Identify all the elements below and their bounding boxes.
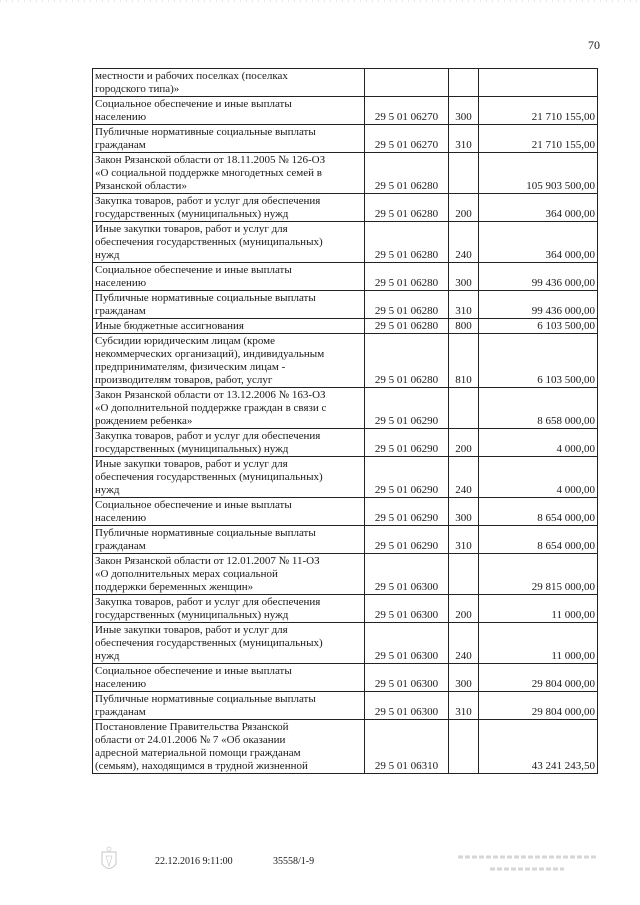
row-amount: 21 710 155,00 — [479, 97, 598, 125]
row-description: Закупка товаров, работ и услуг для обеспечения государственных (муниципальных) нужд — [93, 194, 365, 222]
page-number: 70 — [588, 38, 600, 52]
row-code: 29 5 01 06270 — [365, 97, 449, 125]
row-description: Публичные нормативные социальные выплаты гражданам — [93, 291, 365, 319]
row-code: 29 5 01 06280 — [365, 194, 449, 222]
row-description: Закон Рязанской области от 18.11.2005 № 126-ОЗ «О социальной поддержке многодетных семей в Рязанской области» — [93, 153, 365, 194]
row-description: Иные закупки товаров, работ и услуг для обеспечения государственных (муниципальных) нужд — [93, 222, 365, 263]
row-code: 29 5 01 06270 — [365, 125, 449, 153]
row-code: 29 5 01 06290 — [365, 429, 449, 457]
coat-of-arms-icon — [98, 846, 120, 876]
row-amount — [479, 69, 598, 97]
row-type: 200 — [449, 429, 479, 457]
row-description: Иные закупки товаров, работ и услуг для обеспечения государственных (муниципальных) нужд — [93, 457, 365, 498]
row-code: 29 5 01 06280 — [365, 153, 449, 194]
table-row — [93, 125, 598, 153]
row-description: Закон Рязанской области от 12.01.2007 № 11-ОЗ «О дополнительных мерах социальной поддержки беременных женщин» — [93, 554, 365, 595]
row-amount: 43 241 243,50 — [479, 720, 598, 774]
row-amount: 364 000,00 — [479, 194, 598, 222]
table-row — [93, 692, 598, 720]
row-type: 300 — [449, 498, 479, 526]
table-row — [93, 554, 598, 595]
row-description: Закупка товаров, работ и услуг для обеспечения государственных (муниципальных) нужд — [93, 429, 365, 457]
row-type: 310 — [449, 291, 479, 319]
row-amount: 8 654 000,00 — [479, 526, 598, 554]
row-amount: 29 804 000,00 — [479, 664, 598, 692]
row-amount: 11 000,00 — [479, 595, 598, 623]
row-type: 300 — [449, 664, 479, 692]
row-description: Социальное обеспечение и иные выплаты населению — [93, 498, 365, 526]
table-row — [93, 153, 598, 194]
row-description: Социальное обеспечение и иные выплаты населению — [93, 664, 365, 692]
row-type: 310 — [449, 692, 479, 720]
row-description: Социальное обеспечение и иные выплаты населению — [93, 263, 365, 291]
row-code: 29 5 01 06300 — [365, 692, 449, 720]
table-row — [93, 194, 598, 222]
row-type: 300 — [449, 263, 479, 291]
row-description: Публичные нормативные социальные выплаты гражданам — [93, 692, 365, 720]
table-row — [93, 623, 598, 664]
table-row — [93, 720, 598, 774]
row-type — [449, 388, 479, 429]
row-code: 29 5 01 06310 — [365, 720, 449, 774]
row-code: 29 5 01 06280 — [365, 222, 449, 263]
table-row — [93, 291, 598, 319]
row-code — [365, 69, 449, 97]
table-row — [93, 263, 598, 291]
row-description: Иные закупки товаров, работ и услуг для обеспечения государственных (муниципальных) нужд — [93, 623, 365, 664]
row-type — [449, 153, 479, 194]
row-amount: 29 815 000,00 — [479, 554, 598, 595]
row-type: 240 — [449, 222, 479, 263]
table-row — [93, 595, 598, 623]
row-amount: 8 658 000,00 — [479, 388, 598, 429]
row-description: Постановление Правительства Рязанской области от 24.01.2006 № 7 «Об оказании адресной материальной помощи гражданам (семьям), находящимся в трудной жизненной — [93, 720, 365, 774]
row-type: 310 — [449, 526, 479, 554]
row-description: Субсидии юридическим лицам (кроме некоммерческих организаций), индивидуальным предпринимателям, физическим лицам - производителям товаров, работ, услуг — [93, 334, 365, 388]
row-type: 310 — [449, 125, 479, 153]
row-amount: 6 103 500,00 — [479, 334, 598, 388]
row-type: 200 — [449, 595, 479, 623]
footer-date: 22.12.2016 9:11:00 — [155, 856, 233, 867]
table-row — [93, 69, 598, 97]
row-amount: 4 000,00 — [479, 457, 598, 498]
row-description: Иные бюджетные ассигнования — [93, 319, 365, 334]
row-amount: 8 654 000,00 — [479, 498, 598, 526]
row-code: 29 5 01 06280 — [365, 291, 449, 319]
row-type: 300 — [449, 97, 479, 125]
table-row — [93, 498, 598, 526]
table-row — [93, 457, 598, 498]
row-amount: 4 000,00 — [479, 429, 598, 457]
footer-document-id: 35558/1-9 — [273, 856, 315, 867]
row-type: 240 — [449, 623, 479, 664]
row-amount: 99 436 000,00 — [479, 291, 598, 319]
row-code: 29 5 01 06280 — [365, 263, 449, 291]
row-amount: 364 000,00 — [479, 222, 598, 263]
row-code: 29 5 01 06290 — [365, 526, 449, 554]
row-description: Публичные нормативные социальные выплаты гражданам — [93, 526, 365, 554]
table-row — [93, 429, 598, 457]
row-amount: 105 903 500,00 — [479, 153, 598, 194]
table-row — [93, 526, 598, 554]
budget-table-body — [93, 69, 598, 774]
row-code: 29 5 01 06290 — [365, 388, 449, 429]
row-description: Социальное обеспечение и иные выплаты населению — [93, 97, 365, 125]
row-code: 29 5 01 06280 — [365, 334, 449, 388]
row-type: 800 — [449, 319, 479, 334]
row-amount: 21 710 155,00 — [479, 125, 598, 153]
row-code: 29 5 01 06300 — [365, 623, 449, 664]
row-code: 29 5 01 06300 — [365, 595, 449, 623]
row-description: Закон Рязанской области от 13.12.2006 № 163-ОЗ «О дополнительной поддержке граждан в связи с рождением ребенка» — [93, 388, 365, 429]
row-amount: 29 804 000,00 — [479, 692, 598, 720]
row-code: 29 5 01 06300 — [365, 664, 449, 692]
watermark-stamp — [452, 851, 602, 875]
row-type — [449, 69, 479, 97]
row-type — [449, 720, 479, 774]
table-row — [93, 664, 598, 692]
budget-table — [92, 68, 598, 774]
scan-edge-dots — [0, 0, 640, 4]
table-row — [93, 97, 598, 125]
row-type: 810 — [449, 334, 479, 388]
row-code: 29 5 01 06280 — [365, 319, 449, 334]
row-description: Закупка товаров, работ и услуг для обеспечения государственных (муниципальных) нужд — [93, 595, 365, 623]
row-code: 29 5 01 06290 — [365, 498, 449, 526]
row-amount: 6 103 500,00 — [479, 319, 598, 334]
row-type: 240 — [449, 457, 479, 498]
row-type — [449, 554, 479, 595]
row-code: 29 5 01 06300 — [365, 554, 449, 595]
table-row — [93, 388, 598, 429]
row-description: Публичные нормативные социальные выплаты гражданам — [93, 125, 365, 153]
table-row — [93, 319, 598, 334]
table-row — [93, 222, 598, 263]
row-code: 29 5 01 06290 — [365, 457, 449, 498]
row-type: 200 — [449, 194, 479, 222]
row-description: местности и рабочих поселках (поселках городского типа)» — [93, 69, 365, 97]
row-amount: 11 000,00 — [479, 623, 598, 664]
row-amount: 99 436 000,00 — [479, 263, 598, 291]
table-row — [93, 334, 598, 388]
